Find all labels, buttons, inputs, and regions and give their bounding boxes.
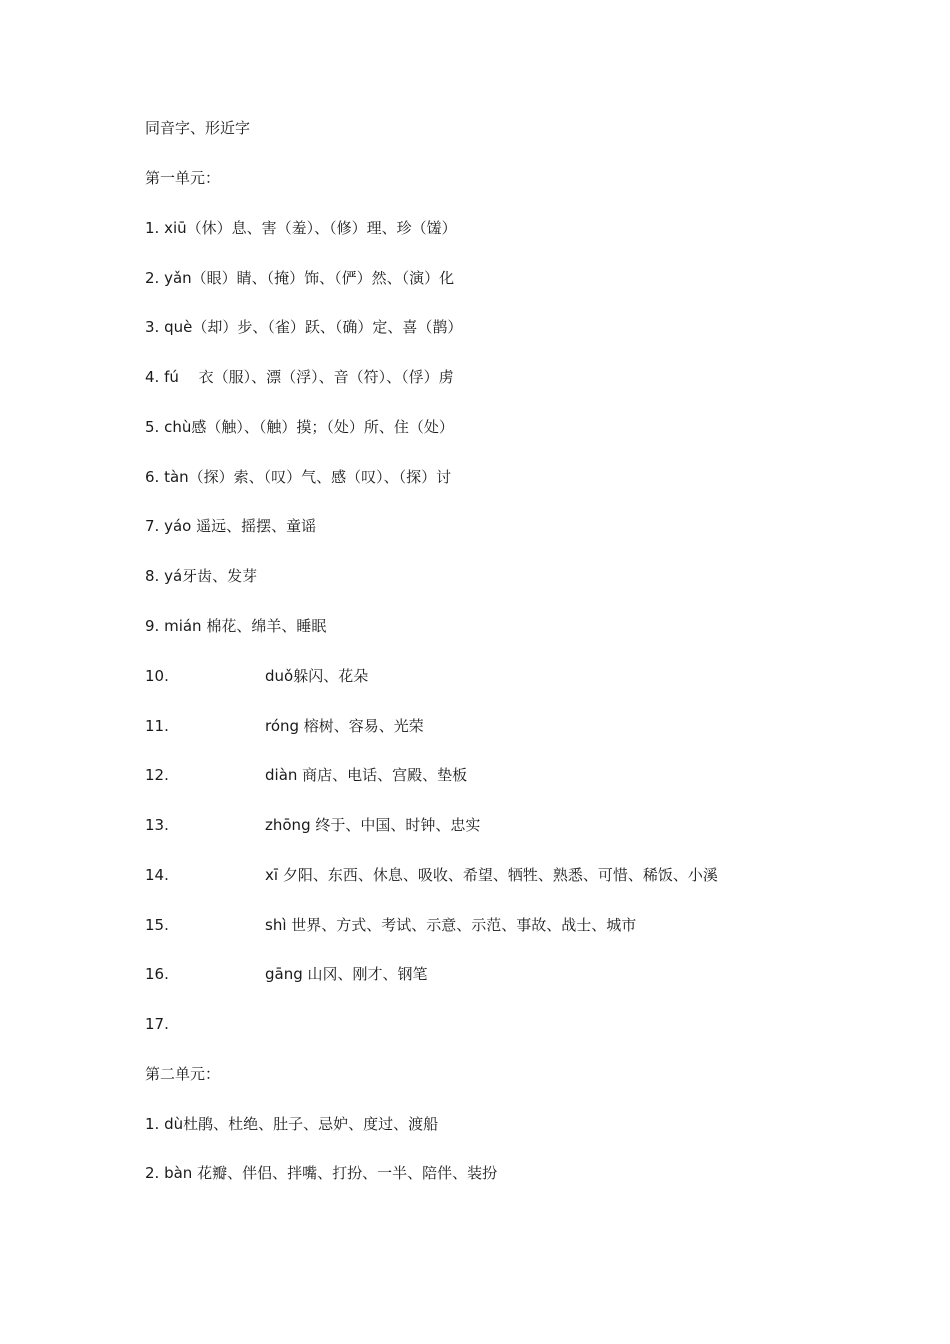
item-text: róng 榕树、容易、光荣 bbox=[265, 717, 424, 735]
list-item: 8. yá牙齿、发芽 bbox=[145, 567, 258, 585]
list-item bbox=[145, 913, 637, 937]
item-number: 17. bbox=[145, 1015, 169, 1033]
list-item bbox=[145, 763, 468, 787]
item-number: 16. bbox=[145, 965, 169, 983]
item-text: duǒ躲闪、花朵 bbox=[265, 667, 369, 685]
list-item: 3. què（却）步、（雀）跃、（确）定、喜（鹊） bbox=[145, 318, 463, 336]
unit-2-heading: 第二单元： bbox=[145, 1065, 221, 1083]
item-number: 15. bbox=[145, 916, 169, 934]
list-item: 2. yǎn（眼）睛、（掩）饰、（俨）然、（演）化 bbox=[145, 269, 455, 287]
item-text: gāng 山冈、刚才、钢笔 bbox=[265, 965, 428, 983]
list-item bbox=[145, 714, 424, 738]
item-number: 12. bbox=[145, 766, 169, 784]
item-text: xī 夕阳、东西、休息、吸收、希望、牺牲、熟悉、可惜、稀饭、小溪 bbox=[265, 866, 718, 884]
item-number: 13. bbox=[145, 816, 169, 834]
list-item: 9. mián 棉花、绵羊、睡眠 bbox=[145, 617, 327, 635]
list-item: 1. dù杜鹃、杜绝、肚子、忌妒、度过、渡船 bbox=[145, 1115, 439, 1133]
unit-1-heading: 第一单元： bbox=[145, 169, 221, 187]
item-text: zhōng 终于、中国、时钟、忠实 bbox=[265, 816, 481, 834]
list-item: 5. chù感（触）、（触）摸；（处）所、住（处） bbox=[145, 418, 454, 436]
item-text: diàn 商店、电话、宫殿、垫板 bbox=[265, 766, 468, 784]
list-item: 2. bàn 花瓣、伴侣、拌嘴、打扮、一半、陪伴、装扮 bbox=[145, 1164, 498, 1182]
list-item bbox=[145, 962, 428, 986]
list-item: 6. tàn（探）索、（叹）气、感（叹）、（探）讨 bbox=[145, 468, 452, 486]
item-text: shì 世界、方式、考试、示意、示范、事故、战士、城市 bbox=[265, 916, 637, 934]
item-number: 10. bbox=[145, 667, 169, 685]
document-title: 同音字、形近字 bbox=[145, 119, 251, 137]
list-item bbox=[145, 863, 718, 887]
item-number: 11. bbox=[145, 717, 169, 735]
list-item bbox=[145, 813, 481, 837]
list-item: 1. xiū（休）息、害（羞）、（修）理、珍（馐） bbox=[145, 219, 457, 237]
list-item: 4. fú 衣（服）、漂（浮）、音（符）、（俘）虏 bbox=[145, 368, 454, 386]
item-number: 14. bbox=[145, 866, 169, 884]
list-item bbox=[145, 664, 369, 688]
list-item: 7. yáo 遥远、摇摆、童谣 bbox=[145, 517, 317, 535]
list-item bbox=[145, 1012, 169, 1036]
